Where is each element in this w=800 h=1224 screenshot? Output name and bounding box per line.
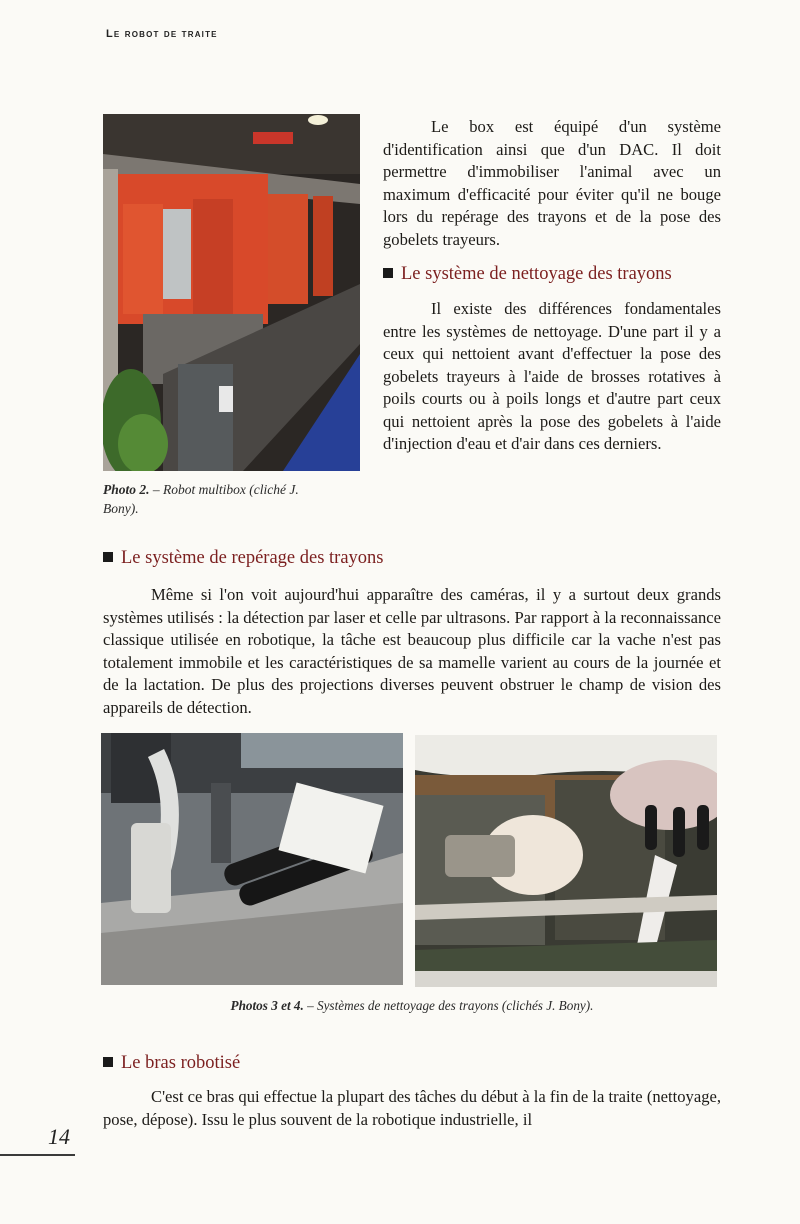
running-header: Le robot de traite [106, 28, 218, 40]
heading-bullet [103, 1057, 113, 1067]
heading-nettoyage-text: Le système de nettoyage des trayons [401, 264, 672, 284]
heading-bullet [103, 552, 113, 562]
paragraph-reperage: Même si l'on voit aujourd'hui apparaître des caméras, il y a surtout deux grands systèmes utilisés : la détection par laser et celle par ultrasons. Par rapport à la reconnaissance classique utilisée en robotique, la tâche est beaucoup plus difficile car la vache n'est pas totalement immobile et les caractéristiques de sa mamelle varient au cours de la journée et de la lactation. De plus des projections diverses peuvent obstruer le champ de vision des appareils de détection. [103, 585, 721, 717]
photo2-caption-text: – Robot multibox (cliché J. Bony). [103, 482, 299, 516]
heading-reperage [103, 548, 384, 569]
heading-reperage-text: Le système de repérage des trayons [121, 548, 384, 568]
paragraph-bras: C'est ce bras qui effectue la plupart des tâches du début à la fin de la traite (nettoyage, pose, dépose). Issu le plus souvent de la robotique industrielle, il [103, 1087, 721, 1129]
photo2-caption-label: Photo 2. [103, 482, 150, 497]
photo-robot-multibox [103, 114, 360, 471]
photo2-caption [103, 480, 303, 518]
heading-bullet [383, 268, 393, 278]
heading-bras [103, 1053, 240, 1074]
photos34-caption-label: Photos 3 et 4. [230, 998, 304, 1013]
page-number: 14 [48, 1124, 70, 1149]
photos34-caption-text: – Systèmes de nettoyage des trayons (clichés J. Bony). [307, 998, 594, 1013]
photos34-caption [103, 996, 721, 1015]
intro-paragraph: Le box est équipé d'un système d'identification ainsi que d'un DAC. Il doit permettre d'immobiliser l'animal avec un maximum d'efficacité pour éviter qu'il ne bouge lors du repérage des trayons et de la pose des gobelets trayeurs. [383, 117, 721, 249]
heading-nettoyage [383, 264, 672, 285]
photo-udder-brush-system [415, 735, 717, 987]
photo-brush-cleaning-system [101, 733, 403, 985]
heading-bras-text: Le bras robotisé [121, 1053, 241, 1073]
paragraph-nettoyage: Il existe des différences fondamentales entre les systèmes de nettoyage. D'une part il y a ceux qui nettoient avant d'effectuer la pose des gobelets trayeurs à l'aide de brosses rotatives à poils courts ou à poils longs et d'autre part ceux qui nettoient après la pose des gobelets à l'aide d'injection d'eau et d'air dans ces derniers. [383, 299, 721, 453]
page-number-rule [0, 1154, 75, 1156]
